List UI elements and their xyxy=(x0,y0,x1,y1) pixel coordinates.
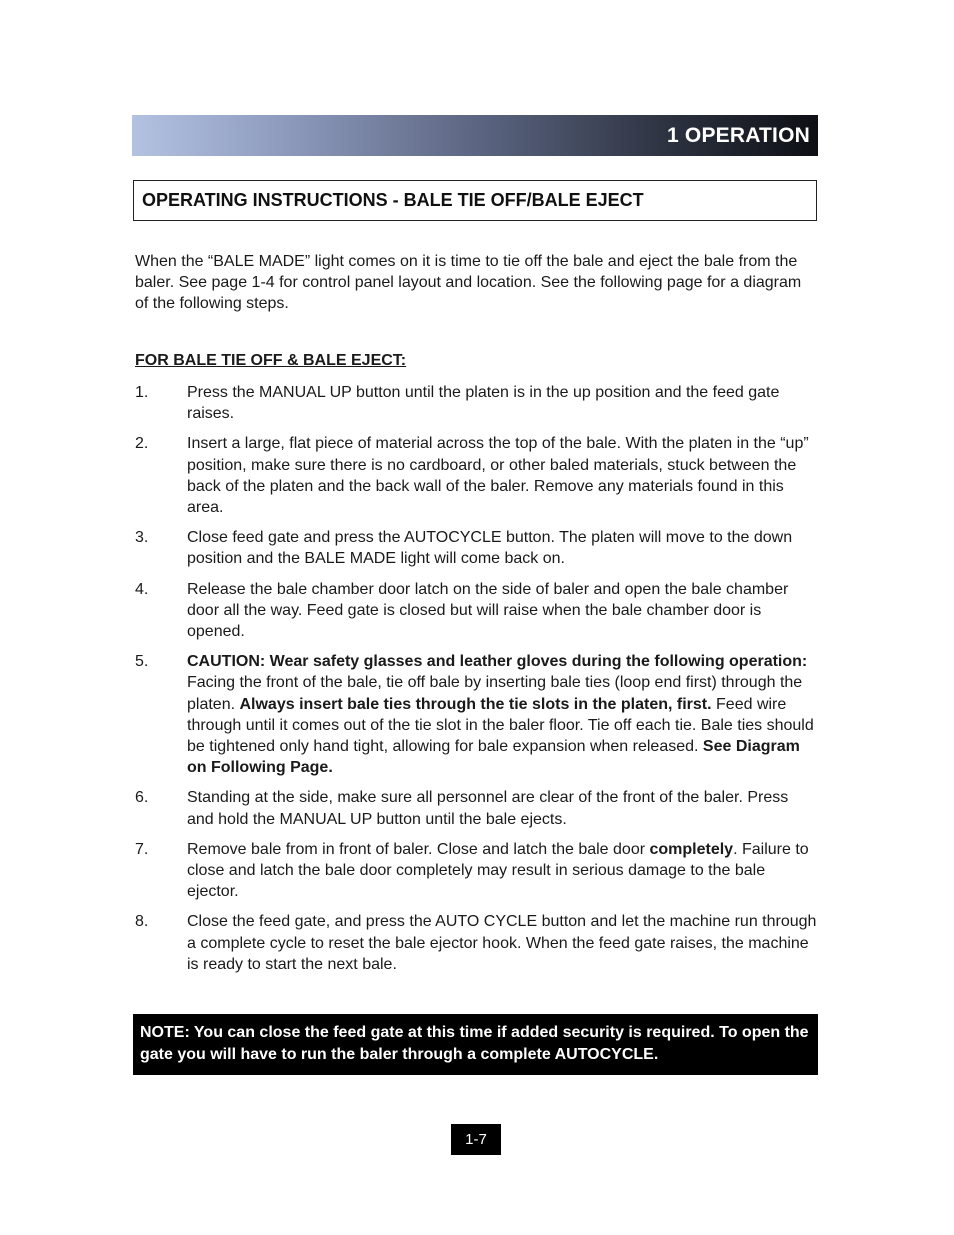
step-text xyxy=(187,529,792,567)
step-text-bold: See Diagram on Following Page. xyxy=(187,738,800,777)
section-title: OPERATING INSTRUCTIONS - BALE TIE OFF/BALE EJECT xyxy=(142,190,644,210)
step-text-bold: CAUTION: Wear safety glasses and leather gloves during the following operation: xyxy=(187,653,808,671)
step-text-segment: Standing at the side, make sure all personnel are clear of the front of the baler. Press and hold the MANUAL UP button until the bale ejects. xyxy=(187,789,789,828)
step-number: 8. xyxy=(135,913,149,931)
step-text-segment: Insert a large, flat piece of material across the top of the bale. With the platen in the “up” position, make sure there is no cardboard, or other baled materials, stuck between the back of the platen and the back wall of the baler. Remove any materials found in this area. xyxy=(187,435,809,517)
step-item xyxy=(135,433,817,518)
step-item xyxy=(135,911,817,975)
step-text-segment: Close the feed gate, and press the AUTO CYCLE button and let the machine run through a complete cycle to reset the bale ejector hook. When the feed gate raises, the machine is ready to start the next bale. xyxy=(187,913,817,973)
chapter-banner xyxy=(132,115,818,156)
step-text-bold: Always insert bale ties through the tie slots in the platen, first. xyxy=(239,695,712,713)
step-text xyxy=(187,435,809,516)
step-text xyxy=(187,913,816,972)
step-text-segment: Feed wire through until it comes out of the tie slot in the baler floor. Tie off each tie. Bale ties should be tightened only hand tight, allowing for bale expansion when released. xyxy=(187,695,814,756)
step-text xyxy=(187,789,788,827)
step-text-segment: . Failure to close and latch the bale door completely may result in serious damage to the bale ejector. xyxy=(187,840,809,901)
intro-paragraph: When the “BALE MADE” light comes on it is time to tie off the bale and eject the bale from the baler. See page 1-4 for control panel layout and location. See the following page for a diagram of the following steps. xyxy=(135,253,802,312)
procedure-steps xyxy=(135,382,817,984)
step-item xyxy=(135,787,817,829)
chapter-title: 1 OPERATION xyxy=(667,124,810,147)
step-item xyxy=(135,527,817,569)
step-text xyxy=(187,653,814,776)
step-text-bold: completely xyxy=(649,840,734,858)
step-number: 6. xyxy=(135,789,149,807)
step-item xyxy=(135,382,817,424)
step-item xyxy=(135,651,817,778)
step-text xyxy=(187,384,779,422)
step-number: 2. xyxy=(135,435,149,453)
step-text xyxy=(187,841,809,900)
procedure-heading: FOR BALE TIE OFF & BALE EJECT: xyxy=(135,352,407,369)
page-number: 1-7 xyxy=(451,1124,501,1155)
step-number: 3. xyxy=(135,529,149,547)
step-number: 5. xyxy=(135,653,149,671)
step-text-segment: Facing the front of the bale, tie off bale by inserting bale ties (loop end first) through the platen. xyxy=(187,674,803,713)
note-box: NOTE: You can close the feed gate at this time if added security is required. To open the gate you will have to run the baler through a complete AUTOCYCLE. xyxy=(133,1014,818,1075)
step-number: 1. xyxy=(135,384,149,401)
step-text-segment: Release the bale chamber door latch on the side of baler and open the bale chamber door all the way. Feed gate is closed but will raise when the bale chamber door is opened. xyxy=(187,580,789,641)
step-item xyxy=(135,839,817,903)
step-number: 4. xyxy=(135,580,149,598)
step-text-segment: Close feed gate and press the AUTOCYCLE button. The platen will move to the down position and the BALE MADE light will come back on. xyxy=(187,529,793,568)
step-text xyxy=(187,581,788,640)
section-title-box xyxy=(133,180,817,221)
step-item xyxy=(135,579,817,643)
step-text-segment: Press the MANUAL UP button until the platen is in the up position and the feed gate raises. xyxy=(187,384,780,423)
step-text-segment: Remove bale from in front of baler. Close and latch the bale door xyxy=(187,840,650,858)
step-number: 7. xyxy=(135,840,149,858)
